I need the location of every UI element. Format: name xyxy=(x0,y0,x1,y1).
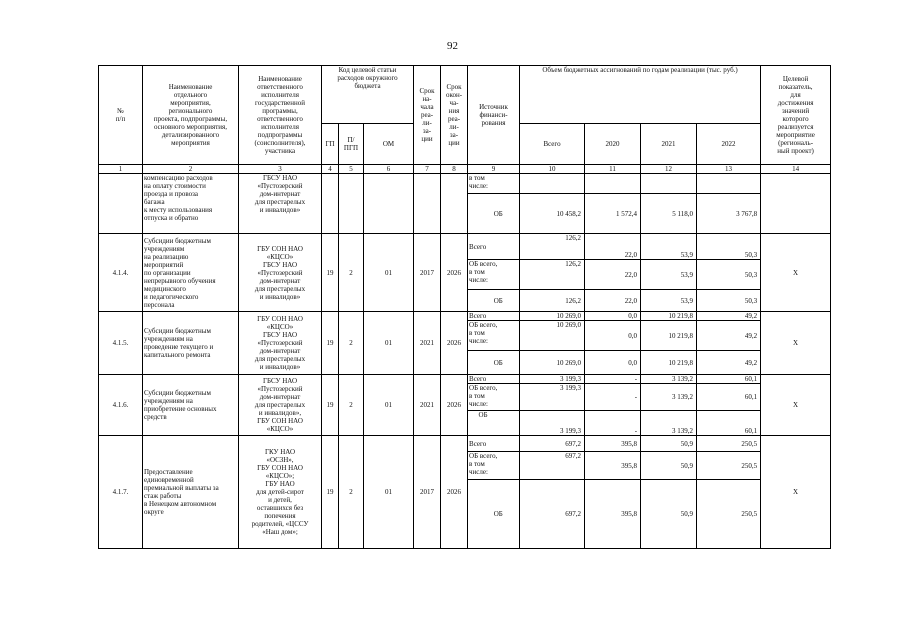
cell-name: компенсацию расходов на оплату стоимости проезда и провоза багажа к месту использования отпуска и обратно xyxy=(143,174,239,234)
cell-name: Предоставление единовременной премиальной выплаты за стаж работы в Ненецком автономном округе xyxy=(143,436,239,549)
cell-2022: 49,2 xyxy=(697,321,761,351)
cell-gp: 19 xyxy=(322,234,339,312)
cell-start: 2021 xyxy=(414,375,441,436)
cell-om: 01 xyxy=(364,234,414,312)
col-index: 5 xyxy=(339,165,364,174)
cell-2021: 50,9 xyxy=(641,436,697,452)
cell-pgp: 2 xyxy=(339,375,364,436)
cell-total: 126,2 xyxy=(520,234,585,260)
cell-executor: ГКУ НАО «ОСЗН», ГБУ СОН НАО «КЦСО»; ГБУ НАО для детей-сирот и детей, оставшихся без попечения родителей, «ЦССУ «Наш дом»; xyxy=(239,436,322,549)
cell-2021: 50,9 xyxy=(641,480,697,549)
cell-total: 126,2 xyxy=(520,260,585,290)
cell-source: Всего xyxy=(468,234,520,260)
cell-2021: 3 139,2 xyxy=(641,411,697,436)
cell-source: в том числе: xyxy=(468,174,520,194)
cell-source: ОБ xyxy=(478,290,520,312)
cell-end xyxy=(441,174,468,234)
col-index: 8 xyxy=(441,165,468,174)
cell-2020: 395,8 xyxy=(585,452,641,480)
cell-source: ОБ xyxy=(478,480,520,549)
cell-end: 2026 xyxy=(441,436,468,549)
header-target: Целевой показатель, для достижения значений которого реализуется мероприятие (региональ- ный проект) xyxy=(761,66,831,165)
cell-source: ОБ всего, в том числе: xyxy=(468,260,520,290)
cell-2020: 0,0 xyxy=(585,321,641,351)
cell-source: ОБ всего, в том числе: xyxy=(468,321,520,351)
cell-2022: 50,3 xyxy=(697,290,761,312)
cell-gp: 19 xyxy=(322,312,339,375)
cell-source-pad xyxy=(468,411,478,436)
cell-2022: 250,5 xyxy=(697,436,761,452)
cell-2022: 250,5 xyxy=(697,480,761,549)
cell-2021: 50,9 xyxy=(641,452,697,480)
col-index: 12 xyxy=(641,165,697,174)
page-number: 92 xyxy=(447,40,458,52)
cell-2022 xyxy=(697,174,761,194)
cell-total: 3 199,3 xyxy=(520,375,585,384)
cell-executor: ГБУ СОН НАО «КЦСО» ГБСУ НАО «Пустозерский дом-интернат для престарелых и инвалидов» xyxy=(239,312,322,375)
table-row xyxy=(99,436,831,452)
cell-target: Х xyxy=(761,436,831,549)
cell-source: ОБ всего, в том числе: xyxy=(468,384,520,411)
cell-2020: - xyxy=(585,411,641,436)
cell-end: 2026 xyxy=(441,234,468,312)
col-index: 10 xyxy=(520,165,585,174)
col-index: 14 xyxy=(761,165,831,174)
cell-start: 2021 xyxy=(414,312,441,375)
cell-total: 697,2 xyxy=(520,436,585,452)
cell-total: 10 269,0 xyxy=(520,312,585,321)
cell-executor: ГБУ СОН НАО «КЦСО» ГБСУ НАО «Пустозерский дом-интернат для престарелых и инвалидов» xyxy=(239,234,322,312)
cell-target xyxy=(761,174,831,234)
cell-2022: 60,1 xyxy=(697,411,761,436)
col-index: 9 xyxy=(468,165,520,174)
header-2021: 2021 xyxy=(641,124,697,165)
cell-name: Субсидии бюджетным учреждениям на приобретение основных средств xyxy=(143,375,239,436)
col-index: 6 xyxy=(364,165,414,174)
header-om: ОМ xyxy=(364,124,414,165)
cell-2021: 3 139,2 xyxy=(641,384,697,411)
cell-2021: 53,9 xyxy=(641,260,697,290)
cell-2020: 395,8 xyxy=(585,436,641,452)
table-row xyxy=(99,174,831,194)
cell-total: 10 269,0 xyxy=(520,321,585,351)
cell-pgp: 2 xyxy=(339,234,364,312)
cell-total: 3 199,3 xyxy=(520,411,585,436)
cell-gp xyxy=(322,174,339,234)
header-name: Наименование отдельного мероприятия, регионального проекта, подпрограммы, основного мероприятия, детализированного мероприятия xyxy=(143,66,239,165)
cell-source: Всего xyxy=(468,312,520,321)
cell-num: 4.1.5. xyxy=(99,312,143,375)
cell-source: ОБ всего, в том числе: xyxy=(468,452,520,480)
cell-2021: 5 118,0 xyxy=(641,194,697,234)
cell-source-pad xyxy=(468,194,478,234)
cell-om: 01 xyxy=(364,436,414,549)
col-index: 13 xyxy=(697,165,761,174)
cell-gp: 19 xyxy=(322,436,339,549)
header-2020: 2020 xyxy=(585,124,641,165)
cell-total: 697,2 xyxy=(520,480,585,549)
header-num: № п/п xyxy=(99,66,143,165)
cell-num: 4.1.4. xyxy=(99,234,143,312)
cell-name: Субсидии бюджетным учреждениям на проведение текущего и капитального ремонта xyxy=(143,312,239,375)
col-index: 3 xyxy=(239,165,322,174)
cell-2020: 0,0 xyxy=(585,351,641,375)
cell-source: ОБ xyxy=(478,351,520,375)
cell-2021: 3 139,2 xyxy=(641,375,697,384)
cell-2022: 49,2 xyxy=(697,351,761,375)
header-pgp: П/ ПГП xyxy=(339,124,364,165)
cell-source: Всего xyxy=(468,375,520,384)
cell-pgp: 2 xyxy=(339,436,364,549)
header-start: Срок на- чала реа- ли- за- ции xyxy=(414,66,441,165)
header-source: Источник финанси- рования xyxy=(468,66,520,165)
cell-pgp: 2 xyxy=(339,312,364,375)
cell-source: ОБ xyxy=(478,194,520,234)
cell-num: 4.1.7. xyxy=(99,436,143,549)
cell-source: ОБ xyxy=(478,411,520,436)
cell-executor: ГБСУ НАО «Пустозерский дом-интернат для престарелых и инвалидов» xyxy=(239,174,322,234)
cell-2022: 3 767,8 xyxy=(697,194,761,234)
col-index: 4 xyxy=(322,165,339,174)
header-gp: ГП xyxy=(322,124,339,165)
budget-table xyxy=(98,65,831,549)
cell-target: Х xyxy=(761,312,831,375)
cell-name: Субсидии бюджетным учреждениям на реализацию мероприятий по организации непрерывного обучения медицинского и педагогического персонала xyxy=(143,234,239,312)
header-total: Всего xyxy=(520,124,585,165)
cell-target: Х xyxy=(761,234,831,312)
cell-total xyxy=(520,174,585,194)
cell-gp: 19 xyxy=(322,375,339,436)
cell-2021: 53,9 xyxy=(641,234,697,260)
header-code-group: Код целевой статьи расходов окружного бюджета xyxy=(322,66,414,124)
cell-total: 10 458,2 xyxy=(520,194,585,234)
cell-2020: - xyxy=(585,384,641,411)
cell-om xyxy=(364,174,414,234)
cell-2022: 50,3 xyxy=(697,260,761,290)
cell-source-pad xyxy=(468,351,478,375)
cell-end: 2026 xyxy=(441,312,468,375)
cell-start xyxy=(414,174,441,234)
cell-executor: ГБСУ НАО «Пустозерский дом-интернат для престарелых и инвалидов», ГБУ СОН НАО «КЦСО» xyxy=(239,375,322,436)
cell-2020 xyxy=(585,174,641,194)
cell-end: 2026 xyxy=(441,375,468,436)
header-2022: 2022 xyxy=(697,124,761,165)
col-index: 2 xyxy=(143,165,239,174)
cell-start: 2017 xyxy=(414,234,441,312)
cell-total: 10 269,0 xyxy=(520,351,585,375)
header-volume-group: Объем бюджетных ассигнований по годам реализации (тыс. руб.) xyxy=(520,66,761,124)
cell-2021: 10 219,8 xyxy=(641,312,697,321)
cell-2022: 250,5 xyxy=(697,452,761,480)
cell-2020: 22,0 xyxy=(585,260,641,290)
cell-2021: 53,9 xyxy=(641,290,697,312)
cell-2022: 49,2 xyxy=(697,312,761,321)
header-end: Срок окон- ча- ния реа- ли- за- ции xyxy=(441,66,468,165)
cell-total: 697,2 xyxy=(520,452,585,480)
col-index: 1 xyxy=(99,165,143,174)
table-row xyxy=(99,312,831,321)
table-row xyxy=(99,375,831,384)
cell-source-pad xyxy=(468,290,478,312)
cell-2022: 50,3 xyxy=(697,234,761,260)
cell-2021: 10 219,8 xyxy=(641,321,697,351)
cell-pgp xyxy=(339,174,364,234)
table-row xyxy=(99,234,831,260)
cell-total: 3 199,3 xyxy=(520,384,585,411)
cell-2022: 60,1 xyxy=(697,375,761,384)
cell-om: 01 xyxy=(364,312,414,375)
cell-2020: 0,0 xyxy=(585,312,641,321)
cell-2022: 60,1 xyxy=(697,384,761,411)
cell-2020: 395,8 xyxy=(585,480,641,549)
cell-source: Всего xyxy=(468,436,520,452)
cell-om: 01 xyxy=(364,375,414,436)
cell-total: 126,2 xyxy=(520,290,585,312)
cell-2021: 10 219,8 xyxy=(641,351,697,375)
cell-2021 xyxy=(641,174,697,194)
cell-2020: 22,0 xyxy=(585,290,641,312)
cell-target: Х xyxy=(761,375,831,436)
cell-num: 4.1.6. xyxy=(99,375,143,436)
cell-num xyxy=(99,174,143,234)
cell-2020: - xyxy=(585,375,641,384)
cell-start: 2017 xyxy=(414,436,441,549)
col-index: 7 xyxy=(414,165,441,174)
cell-2020: 1 572,4 xyxy=(585,194,641,234)
cell-source-pad xyxy=(468,480,478,549)
col-index: 11 xyxy=(585,165,641,174)
cell-2020: 22,0 xyxy=(585,234,641,260)
header-executor: Наименование ответственного исполнителя государственной программы, ответственного исполнителя подпрограммы (соисполнителя), участника xyxy=(239,66,322,165)
